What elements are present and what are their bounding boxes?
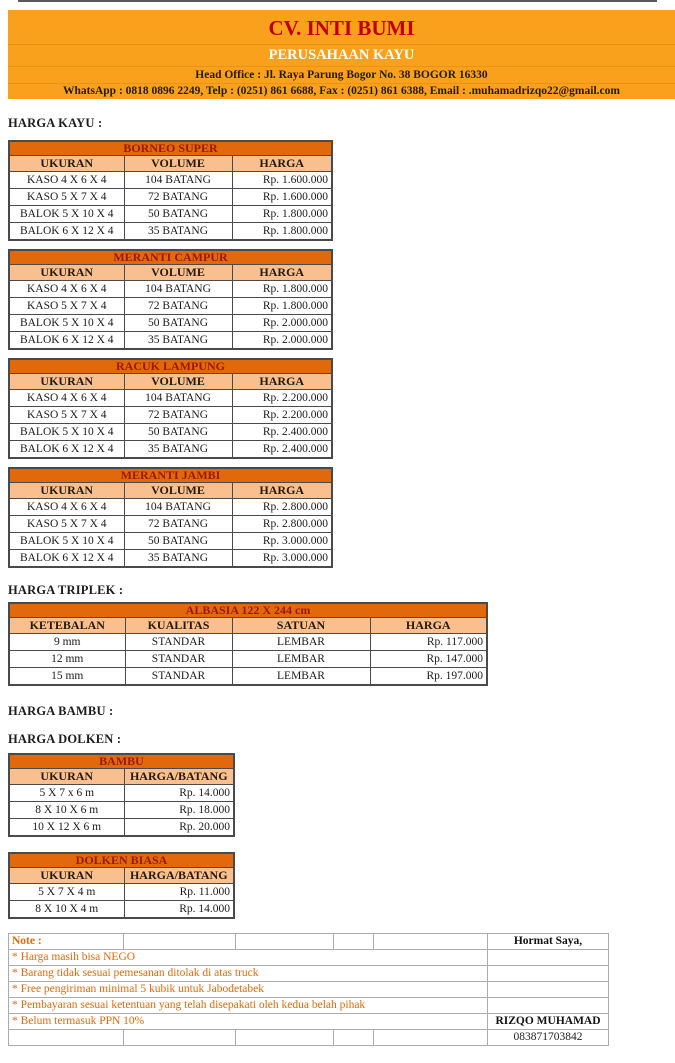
empty-cell — [236, 1030, 334, 1046]
section-heading-harga-kayu: HARGA KAYU : — [8, 116, 103, 130]
empty-cell — [334, 934, 374, 950]
table-header-row — [9, 769, 234, 785]
table-row — [9, 206, 332, 223]
table-row — [9, 901, 234, 919]
table-title: MERANTI JAMBI — [9, 468, 332, 483]
table-title: RACUK LAMPUNG — [9, 359, 332, 374]
signer-phone: 083871703842 — [488, 1030, 609, 1046]
table-header-row — [9, 483, 332, 499]
table-row — [9, 281, 332, 298]
note-item-row — [9, 1014, 609, 1030]
table-cell: Rp. 20.000 — [124, 819, 234, 837]
table-cell: BALOK 6 X 12 X 4 — [9, 332, 124, 350]
table-cell: Rp. 197.000 — [370, 668, 487, 686]
column-header: HARGA/BATANG — [124, 769, 234, 785]
table-cell: 8 X 10 X 6 m — [9, 802, 124, 819]
table-row — [9, 298, 332, 315]
empty-cell — [374, 1030, 488, 1046]
table-cell: Rp. 1.800.000 — [232, 206, 332, 223]
table-cell: BALOK 5 X 10 X 4 — [9, 533, 124, 550]
table-cell: KASO 4 X 6 X 4 — [9, 390, 124, 407]
column-header: UKURAN — [9, 769, 124, 785]
table-row — [9, 441, 332, 459]
column-header: UKURAN — [9, 483, 124, 499]
table-cell: LEMBAR — [232, 651, 370, 668]
table-title-row — [9, 853, 234, 868]
table-row — [9, 668, 487, 686]
note-item-row — [9, 998, 609, 1014]
note-item-row — [9, 950, 609, 966]
table-row — [9, 785, 234, 802]
table-cell: Rp. 2.400.000 — [232, 424, 332, 441]
price-table-meranti-campur — [8, 249, 333, 350]
note-item: * Harga masih bisa NEGO — [9, 950, 488, 966]
table-cell: Rp. 117.000 — [370, 634, 487, 651]
table-cell: KASO 5 X 7 X 4 — [9, 189, 124, 206]
note-item-row — [9, 966, 609, 982]
table-title-row — [9, 754, 234, 769]
table-cell: Rp. 2.400.000 — [232, 441, 332, 459]
note-item: * Barang tidak sesuai pemesanan ditolak di atas truck — [9, 966, 488, 982]
table-cell: STANDAR — [125, 634, 232, 651]
table-title-row — [9, 141, 332, 156]
table-cell: STANDAR — [125, 668, 232, 686]
table-cell: 72 BATANG — [124, 407, 232, 424]
table-cell: 5 X 7 x 6 m — [9, 785, 124, 802]
company-name: CV. INTI BUMI — [268, 16, 415, 40]
column-header: VOLUME — [124, 156, 232, 172]
table-title: ALBASIA 122 X 244 cm — [9, 603, 487, 618]
table-cell: Rp. 147.000 — [370, 651, 487, 668]
table-cell: 50 BATANG — [124, 206, 232, 223]
note-item-row — [9, 982, 609, 998]
note-label: Note : — [9, 934, 124, 950]
table-cell: Rp. 14.000 — [124, 901, 234, 919]
sheet-top-border — [18, 0, 657, 2]
table-cell: Rp. 14.000 — [124, 785, 234, 802]
table-row — [9, 315, 332, 332]
empty-cell — [124, 934, 236, 950]
table-header-row — [9, 374, 332, 390]
table-cell: 50 BATANG — [124, 533, 232, 550]
note-footer-row — [9, 1030, 609, 1046]
table-row — [9, 819, 234, 837]
table-cell: Rp. 2.000.000 — [232, 315, 332, 332]
table-row — [9, 516, 332, 533]
signer-name: RIZQO MUHAMAD — [488, 1014, 609, 1030]
table-cell: KASO 4 X 6 X 4 — [9, 172, 124, 189]
table-cell: Rp. 1.800.000 — [232, 298, 332, 315]
table-row — [9, 189, 332, 206]
table-title: DOLKEN BIASA — [9, 853, 234, 868]
table-cell: 50 BATANG — [124, 315, 232, 332]
table-cell: 72 BATANG — [124, 516, 232, 533]
table-title-row — [9, 359, 332, 374]
table-cell: Rp. 1.600.000 — [232, 189, 332, 206]
price-table-meranti-jambi — [8, 467, 333, 568]
table-title: MERANTI CAMPUR — [9, 250, 332, 265]
table-row — [9, 424, 332, 441]
company-contact: WhatsApp : 0818 0896 2249, Telp : (0251) 861 6688, Fax : (0251) 861 6388, Email : .muhamadrizqo22@gmail.com — [8, 83, 675, 99]
table-cell: LEMBAR — [232, 668, 370, 686]
column-header: HARGA — [232, 374, 332, 390]
table-row — [9, 390, 332, 407]
table-cell: KASO 5 X 7 X 4 — [9, 298, 124, 315]
empty-cell — [488, 982, 609, 998]
table-row — [9, 172, 332, 189]
table-cell: KASO 4 X 6 X 4 — [9, 499, 124, 516]
empty-cell — [488, 966, 609, 982]
company-address: Head Office : Jl. Raya Parung Bogor No. 38 BOGOR 16330 — [8, 66, 675, 83]
signature-label: Hormat Saya, — [488, 934, 609, 950]
table-cell: 104 BATANG — [124, 172, 232, 189]
section-heading-harga-dolken: HARGA DOLKEN : — [8, 732, 122, 746]
table-cell: BALOK 6 X 12 X 4 — [9, 550, 124, 568]
table-cell: Rp. 11.000 — [124, 884, 234, 901]
table-cell: Rp. 3.000.000 — [232, 533, 332, 550]
empty-cell — [374, 934, 488, 950]
table-cell: 72 BATANG — [124, 298, 232, 315]
table-title-row — [9, 468, 332, 483]
table-cell: 35 BATANG — [124, 550, 232, 568]
note-item: * Pembayaran sesuai ketentuan yang telah disepakati oleh kedua belah pihak — [9, 998, 488, 1014]
price-table-bambu — [8, 753, 235, 837]
column-header: UKURAN — [9, 156, 124, 172]
table-title: BAMBU — [9, 754, 234, 769]
table-cell: LEMBAR — [232, 634, 370, 651]
column-header: SATUAN — [232, 618, 370, 634]
table-cell: 35 BATANG — [124, 441, 232, 459]
column-header: HARGA — [232, 265, 332, 281]
table-row — [9, 332, 332, 350]
note-item: * Belum termasuk PPN 10% — [9, 1014, 488, 1030]
note-header-row — [9, 934, 609, 950]
table-cell: STANDAR — [125, 651, 232, 668]
table-header-row — [9, 265, 332, 281]
price-table-racuk-lampung — [8, 358, 333, 459]
table-cell: KASO 5 X 7 X 4 — [9, 516, 124, 533]
table-cell: 50 BATANG — [124, 424, 232, 441]
price-table-borneo-super — [8, 140, 333, 241]
price-table-dolken-biasa — [8, 852, 235, 919]
empty-cell — [124, 1030, 236, 1046]
table-row — [9, 884, 234, 901]
table-row — [9, 550, 332, 568]
table-cell: Rp. 3.000.000 — [232, 550, 332, 568]
table-cell: BALOK 5 X 10 X 4 — [9, 424, 124, 441]
empty-cell — [488, 950, 609, 966]
column-header: KETEBALAN — [9, 618, 125, 634]
column-header: UKURAN — [9, 265, 124, 281]
section-heading-harga-bambu: HARGA BAMBU : — [8, 704, 114, 718]
table-cell: 104 BATANG — [124, 499, 232, 516]
table-row — [9, 802, 234, 819]
table-cell: 104 BATANG — [124, 281, 232, 298]
note-item: * Free pengiriman minimal 5 kubik untuk Jabodetabek — [9, 982, 488, 998]
table-cell: 72 BATANG — [124, 189, 232, 206]
table-row — [9, 634, 487, 651]
empty-cell — [334, 1030, 374, 1046]
table-cell: KASO 5 X 7 X 4 — [9, 407, 124, 424]
table-cell: Rp. 1.600.000 — [232, 172, 332, 189]
table-cell: 35 BATANG — [124, 332, 232, 350]
table-cell: 104 BATANG — [124, 390, 232, 407]
table-row — [9, 651, 487, 668]
column-header: HARGA/BATANG — [124, 868, 234, 884]
column-header: VOLUME — [124, 374, 232, 390]
table-title-row — [9, 250, 332, 265]
column-header: VOLUME — [124, 483, 232, 499]
company-tagline: PERUSAHAAN KAYU — [8, 44, 675, 66]
column-header: HARGA — [370, 618, 487, 634]
table-cell: Rp. 1.800.000 — [232, 281, 332, 298]
empty-cell — [236, 934, 334, 950]
table-cell: BALOK 6 X 12 X 4 — [9, 223, 124, 241]
table-row — [9, 499, 332, 516]
table-title-row — [9, 603, 487, 618]
table-cell: Rp. 2.200.000 — [232, 407, 332, 424]
empty-cell — [9, 1030, 124, 1046]
column-header: UKURAN — [9, 374, 124, 390]
table-row — [9, 407, 332, 424]
table-cell: 10 X 12 X 6 m — [9, 819, 124, 837]
table-cell: BALOK 5 X 10 X 4 — [9, 315, 124, 332]
table-cell: 9 mm — [9, 634, 125, 651]
table-cell: Rp. 1.800.000 — [232, 223, 332, 241]
column-header: HARGA — [232, 156, 332, 172]
column-header: VOLUME — [124, 265, 232, 281]
table-row — [9, 533, 332, 550]
notes-and-signature-grid — [8, 933, 609, 1046]
table-cell: Rp. 18.000 — [124, 802, 234, 819]
empty-cell — [488, 998, 609, 1014]
table-title: BORNEO SUPER — [9, 141, 332, 156]
table-row — [9, 223, 332, 241]
table-cell: 12 mm — [9, 651, 125, 668]
table-header-row — [9, 868, 234, 884]
table-cell: BALOK 6 X 12 X 4 — [9, 441, 124, 459]
table-cell: Rp. 2.200.000 — [232, 390, 332, 407]
column-header: KUALITAS — [125, 618, 232, 634]
table-cell: Rp. 2.800.000 — [232, 499, 332, 516]
table-cell: KASO 4 X 6 X 4 — [9, 281, 124, 298]
column-header: UKURAN — [9, 868, 124, 884]
price-table-albasia-triplek — [8, 602, 488, 686]
table-cell: Rp. 2.000.000 — [232, 332, 332, 350]
table-cell: BALOK 5 X 10 X 4 — [9, 206, 124, 223]
company-header-banner — [8, 10, 675, 99]
table-cell: 15 mm — [9, 668, 125, 686]
column-header: HARGA — [232, 483, 332, 499]
table-header-row — [9, 156, 332, 172]
table-cell: 35 BATANG — [124, 223, 232, 241]
section-heading-harga-triplek: HARGA TRIPLEK : — [8, 583, 124, 597]
table-cell: Rp. 2.800.000 — [232, 516, 332, 533]
table-header-row — [9, 618, 487, 634]
table-cell: 5 X 7 X 4 m — [9, 884, 124, 901]
table-cell: 8 X 10 X 4 m — [9, 901, 124, 919]
